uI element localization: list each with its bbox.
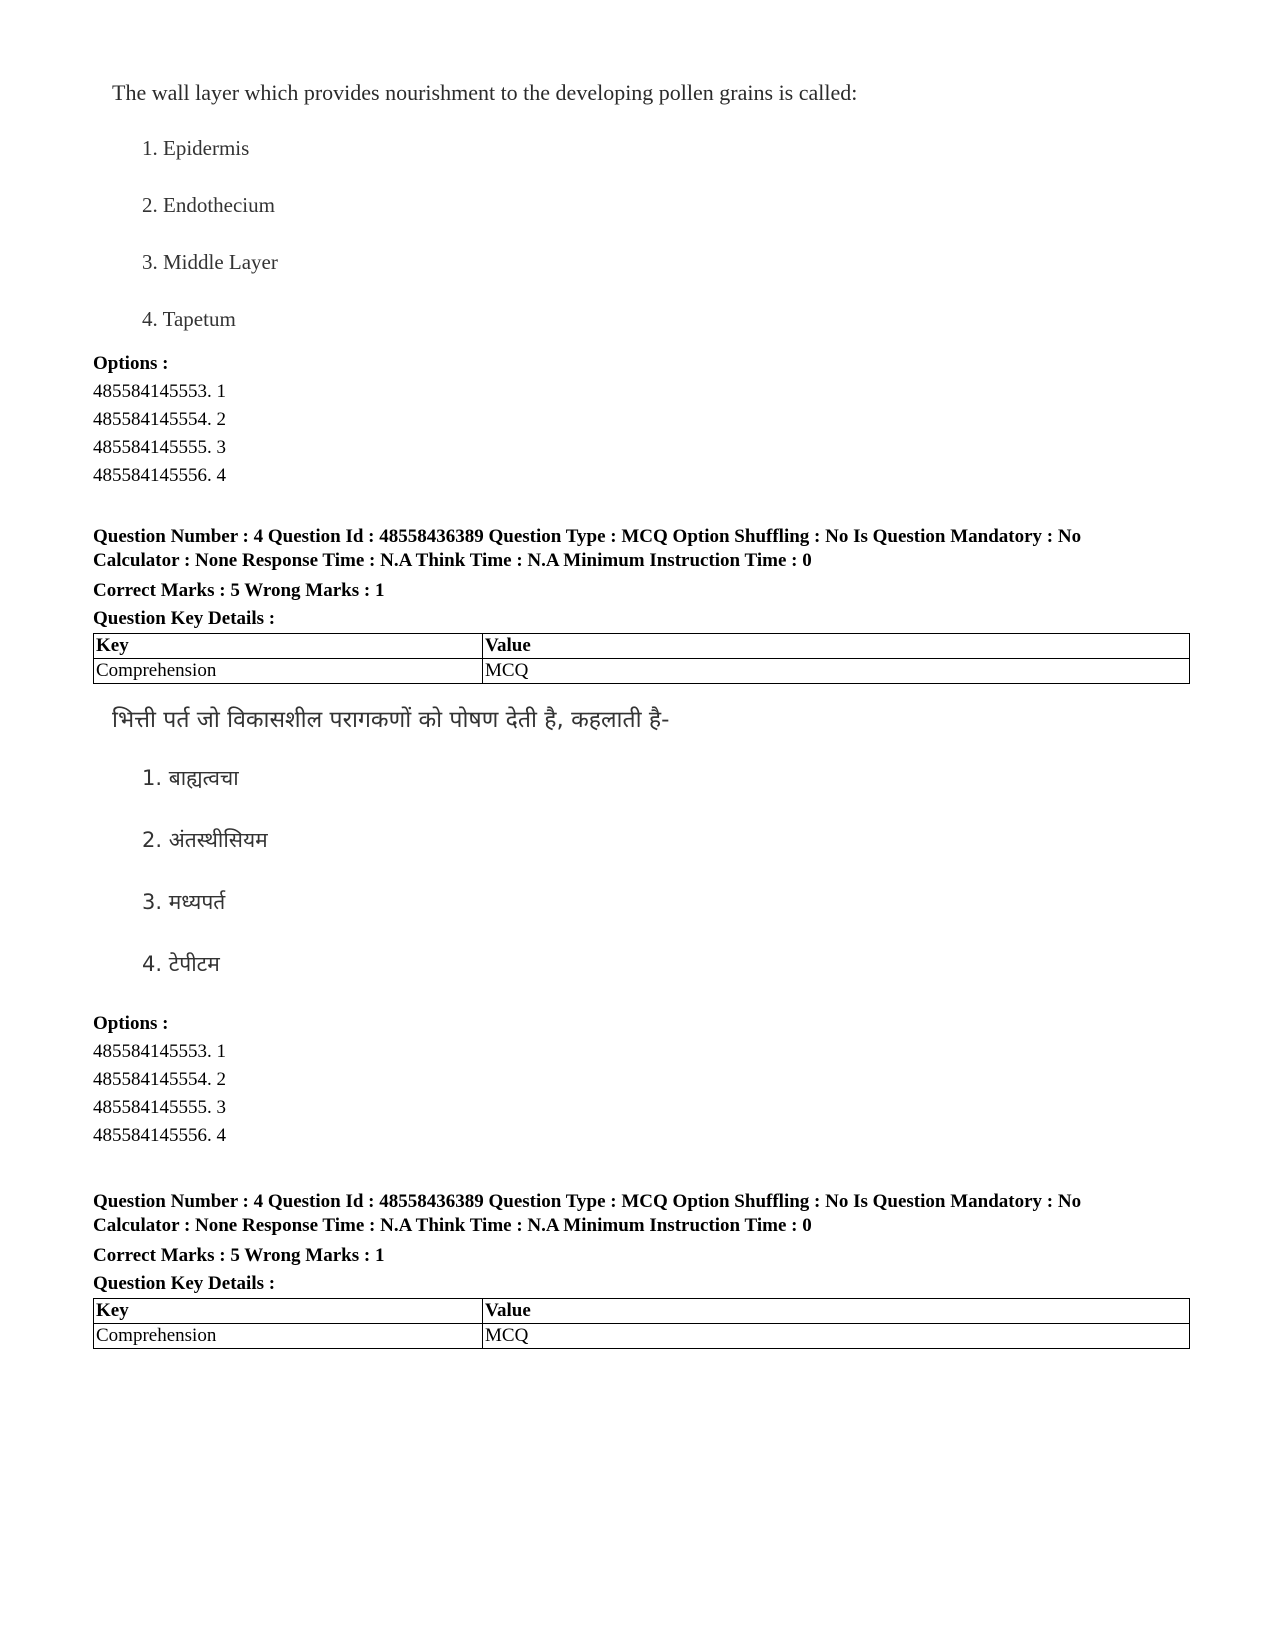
table-header-row	[94, 634, 1190, 659]
question-choice: 3. मध्यपर्त	[142, 890, 226, 914]
question-meta-2	[93, 1190, 1190, 1349]
key-details-table	[93, 1298, 1190, 1349]
option-item: 485584145556. 4	[93, 465, 226, 486]
question-meta-line: Question Number : 4 Question Id : 48558436389 Question Type : MCQ Option Shuffling : No Is Question Mandatory : No	[93, 526, 1082, 547]
table-header-value: Value	[483, 634, 1190, 659]
options-list-hindi	[93, 1010, 1190, 1150]
key-details-label: Question Key Details :	[93, 1273, 276, 1294]
option-item: 485584145553. 1	[93, 1041, 226, 1062]
table-row	[94, 659, 1190, 684]
option-item: 485584145554. 2	[93, 1069, 226, 1090]
question-choice: 2. अंतस्थीसियम	[142, 828, 268, 852]
question-image-hindi	[112, 702, 669, 1012]
option-item: 485584145555. 3	[93, 1097, 226, 1118]
table-row	[94, 1324, 1190, 1349]
question-choice: 4. Tapetum	[142, 307, 236, 331]
question-stem: The wall layer which provides nourishment to the developing pollen grains is called:	[112, 80, 858, 105]
option-item: 485584145554. 2	[93, 409, 226, 430]
options-list-english	[93, 350, 1190, 490]
question-choice: 1. Epidermis	[142, 136, 250, 160]
table-header-key: Key	[94, 634, 483, 659]
key-details-label: Question Key Details :	[93, 608, 276, 629]
question-meta-line: Question Number : 4 Question Id : 48558436389 Question Type : MCQ Option Shuffling : No Is Question Mandatory : No	[93, 1191, 1082, 1212]
question-choice: 3. Middle Layer	[142, 250, 278, 274]
options-label: Options :	[93, 353, 169, 374]
options-label: Options :	[93, 1013, 169, 1034]
question-meta-line: Calculator : None Response Time : N.A Think Time : N.A Minimum Instruction Time : 0	[93, 1215, 812, 1236]
marks-line: Correct Marks : 5 Wrong Marks : 1	[93, 1245, 385, 1266]
marks-line: Correct Marks : 5 Wrong Marks : 1	[93, 580, 385, 601]
question-choice: 4. टेपीटम	[142, 952, 220, 976]
question-choice: 1. बाह्यत्वचा	[142, 766, 239, 790]
option-item: 485584145553. 1	[93, 381, 226, 402]
question-stem: भित्ती पर्त जो विकासशील परागकणों को पोषण देती है, कहलाती है-	[112, 707, 670, 733]
table-cell-value: MCQ	[483, 659, 1190, 684]
option-item: 485584145555. 3	[93, 437, 226, 458]
question-meta-line: Calculator : None Response Time : N.A Think Time : N.A Minimum Instruction Time : 0	[93, 550, 812, 571]
question-choice: 2. Endothecium	[142, 193, 275, 217]
table-header-value: Value	[483, 1299, 1190, 1324]
key-details-table	[93, 633, 1190, 684]
question-meta-1	[93, 525, 1190, 684]
table-cell-value: MCQ	[483, 1324, 1190, 1349]
table-cell-key: Comprehension	[94, 1324, 483, 1349]
table-header-key: Key	[94, 1299, 483, 1324]
question-image-english	[112, 80, 857, 364]
table-header-row	[94, 1299, 1190, 1324]
option-item: 485584145556. 4	[93, 1125, 226, 1146]
table-cell-key: Comprehension	[94, 659, 483, 684]
